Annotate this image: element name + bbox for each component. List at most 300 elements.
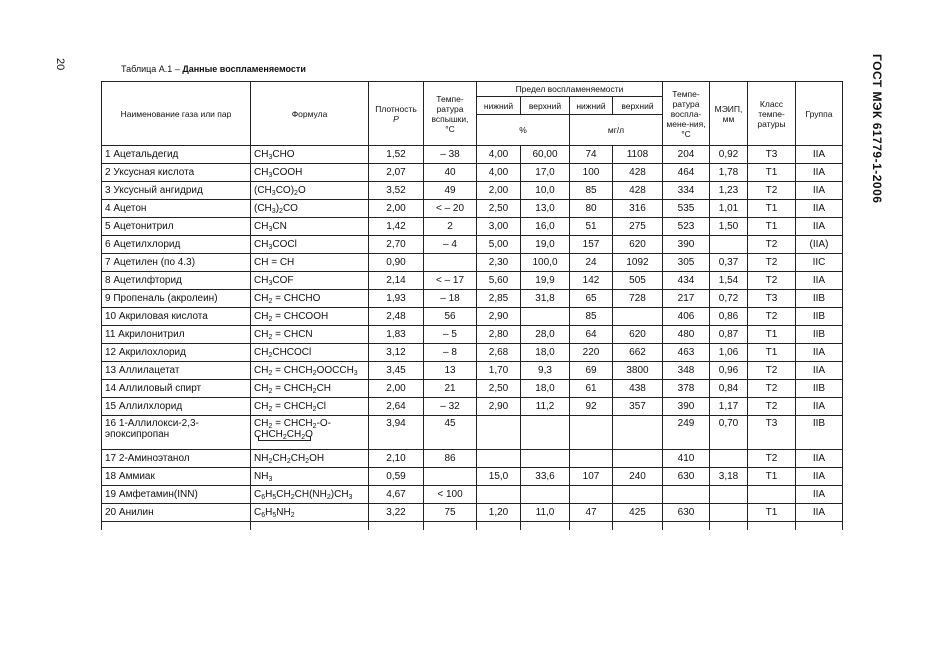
cell-upper-pct bbox=[521, 308, 570, 326]
cell-ignition-temp: 305 bbox=[663, 254, 710, 272]
cell-name: 3 Уксусный ангидрид bbox=[102, 182, 251, 200]
cell-formula bbox=[251, 504, 369, 522]
table-row bbox=[102, 362, 843, 380]
cell-name: 6 Ацетилхлорид bbox=[102, 236, 251, 254]
cell-name: 12 Акрилохлорид bbox=[102, 344, 251, 362]
formula-line1 bbox=[254, 418, 365, 429]
formula-part: CH bbox=[254, 329, 269, 340]
cell-lower-mgl: 85 bbox=[570, 308, 613, 326]
formula-part: = CHCOOH bbox=[272, 311, 329, 322]
header-upper-pct: верхний bbox=[521, 97, 570, 115]
formula-part: Cl bbox=[316, 401, 327, 412]
cell-temp-class: Т2 bbox=[748, 182, 796, 200]
formula-line2 bbox=[254, 429, 313, 440]
formula-subscript: 2 bbox=[290, 494, 295, 501]
formula-part: = CHCN bbox=[272, 329, 313, 340]
cell-name: 14 Аллиловый спирт bbox=[102, 380, 251, 398]
header-unit-pct: % bbox=[477, 115, 570, 146]
table-row bbox=[102, 416, 843, 450]
cell-temp-class: Т3 bbox=[748, 146, 796, 164]
cell-mesg: 1,78 bbox=[710, 164, 748, 182]
cell-lower-mgl: 142 bbox=[570, 272, 613, 290]
cell-lower-pct: 3,00 bbox=[477, 218, 521, 236]
empty-cell bbox=[663, 522, 710, 531]
cell-upper-mgl: 428 bbox=[613, 182, 663, 200]
formula-subscript: 2 bbox=[312, 406, 317, 413]
header-formula: Формула bbox=[251, 82, 369, 146]
cell-formula bbox=[251, 344, 369, 362]
cell-group: IIA bbox=[796, 146, 843, 164]
formula-part: OOCCH bbox=[316, 365, 354, 376]
formula-part: CH bbox=[254, 221, 269, 232]
empty-cell bbox=[102, 522, 251, 531]
cell-upper-pct bbox=[521, 416, 570, 450]
cell-flash-temp: < – 17 bbox=[424, 272, 477, 290]
header-group: Группа bbox=[796, 82, 843, 146]
cell-mesg: 0,87 bbox=[710, 326, 748, 344]
cell-upper-pct: 19,0 bbox=[521, 236, 570, 254]
cell-density: 1,42 bbox=[369, 218, 424, 236]
cell-lower-pct: 2,00 bbox=[477, 182, 521, 200]
cell-upper-pct: 18,0 bbox=[521, 380, 570, 398]
cell-formula bbox=[251, 236, 369, 254]
header-density-label: Плотность bbox=[375, 103, 417, 114]
cell-flash-temp: 2 bbox=[424, 218, 477, 236]
formula-part: CH bbox=[254, 365, 269, 376]
formula-part: O bbox=[305, 429, 313, 440]
cell-ignition-temp: 410 bbox=[663, 450, 710, 468]
formula-part: CH bbox=[254, 293, 269, 304]
formula-part: C bbox=[254, 507, 262, 518]
table-row bbox=[102, 326, 843, 344]
cell-formula bbox=[251, 164, 369, 182]
cell-lower-pct: 15,0 bbox=[477, 468, 521, 486]
formula-subscript: 6 bbox=[261, 494, 266, 501]
cell-group: IIA bbox=[796, 164, 843, 182]
cell-temp-class: Т2 bbox=[748, 380, 796, 398]
cell-name: 7 Ацетилен (по 4.3) bbox=[102, 254, 251, 272]
formula-part: CH bbox=[254, 418, 269, 429]
cell-mesg: 1,01 bbox=[710, 200, 748, 218]
cell-upper-pct: 60,00 bbox=[521, 146, 570, 164]
cell-lower-mgl: 220 bbox=[570, 344, 613, 362]
cell-upper-mgl: 438 bbox=[613, 380, 663, 398]
cell-ignition-temp: 523 bbox=[663, 218, 710, 236]
formula-part: CH bbox=[254, 275, 269, 286]
cell-upper-pct: 13,0 bbox=[521, 200, 570, 218]
formula-part: -O- bbox=[316, 418, 332, 429]
cell-group: IIA bbox=[796, 344, 843, 362]
formula-subscript: 3 bbox=[268, 226, 273, 233]
cell-upper-pct: 16,0 bbox=[521, 218, 570, 236]
formula-subscript: 2 bbox=[312, 388, 317, 395]
cell-formula bbox=[251, 218, 369, 236]
table-row bbox=[102, 164, 843, 182]
flammability-table bbox=[101, 81, 843, 530]
cell-density: 3,12 bbox=[369, 344, 424, 362]
cell-lower-mgl: 92 bbox=[570, 398, 613, 416]
table-row bbox=[102, 504, 843, 522]
formula-subscript: 3 bbox=[268, 280, 273, 287]
cell-formula bbox=[251, 468, 369, 486]
cell-upper-mgl: 357 bbox=[613, 398, 663, 416]
table-row bbox=[102, 146, 843, 164]
page-number: 20 bbox=[54, 58, 66, 71]
cell-density: 4,67 bbox=[369, 486, 424, 504]
cell-flash-temp bbox=[424, 254, 477, 272]
formula-part: )CH bbox=[330, 489, 349, 500]
formula-part: CH bbox=[316, 383, 332, 394]
epoxide-ring-bond bbox=[258, 436, 311, 441]
cell-lower-pct: 2,85 bbox=[477, 290, 521, 308]
cell-lower-pct bbox=[477, 486, 521, 504]
cell-lower-mgl: 107 bbox=[570, 468, 613, 486]
table-row bbox=[102, 218, 843, 236]
cell-lower-pct: 1,20 bbox=[477, 504, 521, 522]
cell-density: 3,22 bbox=[369, 504, 424, 522]
cell-ignition-temp: 348 bbox=[663, 362, 710, 380]
cell-group: IIB bbox=[796, 308, 843, 326]
cell-lower-mgl: 51 bbox=[570, 218, 613, 236]
formula-part: O bbox=[297, 185, 306, 196]
cell-ignition-temp: 463 bbox=[663, 344, 710, 362]
cell-temp-class: Т1 bbox=[748, 344, 796, 362]
cell-upper-mgl bbox=[613, 450, 663, 468]
cell-ignition-temp: 390 bbox=[663, 398, 710, 416]
cell-ignition-temp: 390 bbox=[663, 236, 710, 254]
formula-part: CH bbox=[254, 347, 269, 358]
cell-upper-mgl: 662 bbox=[613, 344, 663, 362]
formula-subscript: 5 bbox=[272, 512, 277, 519]
cell-name-line1: 16 1-Аллилокси-2,3- bbox=[105, 418, 199, 429]
formula-part: ) bbox=[275, 203, 280, 214]
cell-upper-mgl: 425 bbox=[613, 504, 663, 522]
cell-flash-temp: 56 bbox=[424, 308, 477, 326]
cell-lower-mgl: 47 bbox=[570, 504, 613, 522]
cell-ignition-temp: 630 bbox=[663, 468, 710, 486]
cell-group: IIA bbox=[796, 218, 843, 236]
cell-lower-mgl: 65 bbox=[570, 290, 613, 308]
formula-part: CHO bbox=[272, 149, 295, 160]
cell-upper-pct: 17,0 bbox=[521, 164, 570, 182]
cell-lower-pct: 2,30 bbox=[477, 254, 521, 272]
cell-lower-mgl: 80 bbox=[570, 200, 613, 218]
formula-part: CH = CH bbox=[254, 257, 295, 268]
cell-group: IIA bbox=[796, 450, 843, 468]
formula-part: CN bbox=[272, 221, 287, 232]
cell-temp-class: Т2 bbox=[748, 308, 796, 326]
cell-density: 0,90 bbox=[369, 254, 424, 272]
cell-flash-temp: < – 20 bbox=[424, 200, 477, 218]
formula-part: = CHCHO bbox=[272, 293, 321, 304]
formula-subscript: 2 bbox=[268, 388, 273, 395]
cell-upper-mgl bbox=[613, 308, 663, 326]
empty-cell bbox=[570, 522, 613, 531]
cell-upper-pct: 19,9 bbox=[521, 272, 570, 290]
cell-mesg: 0,92 bbox=[710, 146, 748, 164]
header-row-1 bbox=[102, 82, 843, 97]
table-row bbox=[102, 272, 843, 290]
cell-upper-mgl: 240 bbox=[613, 468, 663, 486]
header-lower-pct: нижний bbox=[477, 97, 521, 115]
cell-temp-class: Т2 bbox=[748, 236, 796, 254]
cell-lower-mgl: 69 bbox=[570, 362, 613, 380]
cell-temp-class: Т1 bbox=[748, 326, 796, 344]
formula-subscript: 2 bbox=[282, 434, 287, 441]
cell-flash-temp: 86 bbox=[424, 450, 477, 468]
formula-subscript: 2 bbox=[279, 208, 283, 215]
formula-subscript: 3 bbox=[268, 172, 273, 179]
table-caption bbox=[121, 64, 306, 74]
cell-group: IIB bbox=[796, 326, 843, 344]
cell-flash-temp: 75 bbox=[424, 504, 477, 522]
cell-name-line2: эпоксипропан bbox=[105, 429, 170, 440]
formula-subscript: 5 bbox=[272, 494, 277, 501]
cell-mesg: 0,37 bbox=[710, 254, 748, 272]
cell-formula bbox=[251, 182, 369, 200]
cell-lower-pct: 5,60 bbox=[477, 272, 521, 290]
cell-group: IIB bbox=[796, 290, 843, 308]
cell-mesg bbox=[710, 236, 748, 254]
cell-name: 2 Уксусная кислота bbox=[102, 164, 251, 182]
cell-ignition-temp bbox=[663, 486, 710, 504]
cell-temp-class: Т1 bbox=[748, 218, 796, 236]
header-ignition-temp: Темпе-ратура воспла-мене-ния, °С bbox=[663, 82, 710, 146]
cell-lower-pct: 2,50 bbox=[477, 200, 521, 218]
cell-group: IIA bbox=[796, 182, 843, 200]
table-row bbox=[102, 308, 843, 326]
cell-lower-pct: 2,90 bbox=[477, 398, 521, 416]
cell-upper-mgl: 1092 bbox=[613, 254, 663, 272]
cell-density: 1,83 bbox=[369, 326, 424, 344]
table-row bbox=[102, 236, 843, 254]
cell-temp-class bbox=[748, 486, 796, 504]
cell-lower-pct: 2,68 bbox=[477, 344, 521, 362]
cell-formula bbox=[251, 290, 369, 308]
cell-name: 8 Ацетилфторид bbox=[102, 272, 251, 290]
cell-flash-temp: – 32 bbox=[424, 398, 477, 416]
formula-part: CH bbox=[254, 311, 269, 322]
formula-subscript: 2 bbox=[305, 458, 310, 465]
cell-upper-pct bbox=[521, 486, 570, 504]
empty-cell bbox=[613, 522, 663, 531]
cell-name: 9 Пропеналь (акролеин) bbox=[102, 290, 251, 308]
cell-density: 1,52 bbox=[369, 146, 424, 164]
cell-group: IIA bbox=[796, 272, 843, 290]
formula-subscript: 3 bbox=[271, 208, 276, 215]
cell-flash-temp: – 5 bbox=[424, 326, 477, 344]
formula-part: CH bbox=[254, 167, 269, 178]
cell-formula bbox=[251, 362, 369, 380]
cell-ignition-temp: 378 bbox=[663, 380, 710, 398]
cell-upper-mgl: 428 bbox=[613, 164, 663, 182]
cell-density: 2,70 bbox=[369, 236, 424, 254]
cell-lower-pct bbox=[477, 416, 521, 450]
cell-upper-mgl: 620 bbox=[613, 326, 663, 344]
cell-mesg: 0,86 bbox=[710, 308, 748, 326]
cell-temp-class: Т1 bbox=[748, 504, 796, 522]
formula-subscript: 3 bbox=[271, 190, 276, 197]
header-density-symbol: P bbox=[393, 113, 399, 124]
cell-lower-mgl: 157 bbox=[570, 236, 613, 254]
cell-flash-temp: 40 bbox=[424, 164, 477, 182]
cell-lower-mgl bbox=[570, 486, 613, 504]
cell-name: 18 Аммиак bbox=[102, 468, 251, 486]
cell-lower-pct: 2,80 bbox=[477, 326, 521, 344]
cell-upper-pct bbox=[521, 450, 570, 468]
formula-subscript: 2 bbox=[268, 298, 273, 305]
cell-density: 2,14 bbox=[369, 272, 424, 290]
cell-mesg: 1,06 bbox=[710, 344, 748, 362]
table-row bbox=[102, 290, 843, 308]
empty-cell bbox=[477, 522, 521, 531]
cell-group: IIA bbox=[796, 504, 843, 522]
header-limits: Предел воспламеняемости bbox=[477, 82, 663, 97]
cell-upper-pct: 10,0 bbox=[521, 182, 570, 200]
formula-subscript: 2 bbox=[301, 434, 306, 441]
cell-density: 2,00 bbox=[369, 380, 424, 398]
cell-ignition-temp: 406 bbox=[663, 308, 710, 326]
table-row bbox=[102, 450, 843, 468]
empty-cell bbox=[710, 522, 748, 531]
cell-group: IIB bbox=[796, 380, 843, 398]
formula-part: CH bbox=[272, 453, 287, 464]
cell-temp-class: Т2 bbox=[748, 272, 796, 290]
cell-group: IIB bbox=[796, 416, 843, 450]
cell-name: 13 Аллилацетат bbox=[102, 362, 251, 380]
cell-group: IIC bbox=[796, 254, 843, 272]
cell-upper-pct: 11,2 bbox=[521, 398, 570, 416]
table-row bbox=[102, 344, 843, 362]
formula-part: (CH bbox=[254, 185, 272, 196]
cell-group: IIA bbox=[796, 362, 843, 380]
formula-part: CH bbox=[254, 383, 269, 394]
cell-formula bbox=[251, 380, 369, 398]
formula-part: H bbox=[265, 507, 273, 518]
cell-mesg: 0,84 bbox=[710, 380, 748, 398]
cell-name: 10 Акриловая кислота bbox=[102, 308, 251, 326]
cell-formula bbox=[251, 398, 369, 416]
cell-upper-pct: 31,8 bbox=[521, 290, 570, 308]
cell-density: 2,10 bbox=[369, 450, 424, 468]
formula-part: COCl bbox=[272, 239, 297, 250]
formula-subscript: 3 bbox=[268, 244, 273, 251]
cell-temp-class: Т1 bbox=[748, 200, 796, 218]
cell-flash-temp: – 38 bbox=[424, 146, 477, 164]
cell-upper-pct: 33,6 bbox=[521, 468, 570, 486]
table-row bbox=[102, 468, 843, 486]
cell-upper-mgl: 728 bbox=[613, 290, 663, 308]
cell-temp-class: Т3 bbox=[748, 290, 796, 308]
cell-flash-temp: – 8 bbox=[424, 344, 477, 362]
cell-upper-mgl: 316 bbox=[613, 200, 663, 218]
cell-lower-pct: 2,50 bbox=[477, 380, 521, 398]
cell-flash-temp: 21 bbox=[424, 380, 477, 398]
cell-upper-mgl: 275 bbox=[613, 218, 663, 236]
cell-mesg: 0,72 bbox=[710, 290, 748, 308]
cell-formula bbox=[251, 486, 369, 504]
cell-flash-temp: – 18 bbox=[424, 290, 477, 308]
cell-ignition-temp: 535 bbox=[663, 200, 710, 218]
cell-formula bbox=[251, 416, 369, 450]
cell-lower-mgl: 24 bbox=[570, 254, 613, 272]
header-flash-temp: Темпе-ратура вспышки, °С bbox=[424, 82, 477, 146]
formula-subscript: 3 bbox=[268, 154, 273, 161]
formula-part: H bbox=[265, 489, 273, 500]
cell-ignition-temp: 204 bbox=[663, 146, 710, 164]
cell-upper-pct: 100,0 bbox=[521, 254, 570, 272]
cell-upper-mgl: 505 bbox=[613, 272, 663, 290]
formula-subscript: 2 bbox=[326, 494, 331, 501]
cell-upper-pct: 28,0 bbox=[521, 326, 570, 344]
formula-subscript: 2 bbox=[268, 316, 273, 323]
formula-subscript: 6 bbox=[261, 512, 266, 519]
cell-ignition-temp: 434 bbox=[663, 272, 710, 290]
cell-group: IIA bbox=[796, 468, 843, 486]
cell-upper-mgl bbox=[613, 486, 663, 504]
cell-lower-mgl: 64 bbox=[570, 326, 613, 344]
formula-subscript: 3 bbox=[348, 494, 353, 501]
table-row bbox=[102, 182, 843, 200]
cell-ignition-temp: 480 bbox=[663, 326, 710, 344]
formula-part: COF bbox=[272, 275, 294, 286]
cell-lower-pct: 2,90 bbox=[477, 308, 521, 326]
cell-mesg: 3,18 bbox=[710, 468, 748, 486]
cell-density: 3,52 bbox=[369, 182, 424, 200]
empty-cell bbox=[748, 522, 796, 531]
cell-upper-mgl: 3800 bbox=[613, 362, 663, 380]
cell-temp-class: Т2 bbox=[748, 362, 796, 380]
table-row bbox=[102, 254, 843, 272]
header-density bbox=[369, 82, 424, 146]
cell-name: 15 Аллилхлорид bbox=[102, 398, 251, 416]
cell-lower-mgl bbox=[570, 416, 613, 450]
formula-subscript: 2 bbox=[268, 423, 273, 430]
cell-flash-temp: 49 bbox=[424, 182, 477, 200]
cell-temp-class: Т3 bbox=[748, 416, 796, 450]
cell-density: 3,45 bbox=[369, 362, 424, 380]
cell-density: 2,48 bbox=[369, 308, 424, 326]
cell-group: IIA bbox=[796, 200, 843, 218]
empty-cell bbox=[424, 522, 477, 531]
cell-group: (IIA) bbox=[796, 236, 843, 254]
table-row bbox=[102, 380, 843, 398]
formula-part: CHCH bbox=[254, 429, 283, 440]
formula-part: = CHCH bbox=[272, 383, 313, 394]
formula-part: COOH bbox=[272, 167, 303, 178]
cell-mesg: 0,96 bbox=[710, 362, 748, 380]
cell-formula bbox=[251, 308, 369, 326]
formula-subscript: 3 bbox=[353, 370, 358, 377]
cell-lower-mgl: 100 bbox=[570, 164, 613, 182]
formula-subscript: 2 bbox=[268, 458, 273, 465]
table-row bbox=[102, 486, 843, 504]
formula-part: CH bbox=[254, 149, 269, 160]
cell-name: 4 Ацетон bbox=[102, 200, 251, 218]
header-upper-mgl: верхний bbox=[613, 97, 663, 115]
cell-temp-class: Т2 bbox=[748, 254, 796, 272]
formula-subscript: 2 bbox=[286, 458, 291, 465]
cell-name: 5 Ацетонитрил bbox=[102, 218, 251, 236]
cell-lower-pct: 1,70 bbox=[477, 362, 521, 380]
cell-upper-mgl: 1108 bbox=[613, 146, 663, 164]
formula-subscript: 2 bbox=[268, 352, 273, 359]
cell-temp-class: Т1 bbox=[748, 164, 796, 182]
cell-ignition-temp: 334 bbox=[663, 182, 710, 200]
cell-mesg: 1,17 bbox=[710, 398, 748, 416]
cell-formula bbox=[251, 146, 369, 164]
cell-flash-temp: 13 bbox=[424, 362, 477, 380]
